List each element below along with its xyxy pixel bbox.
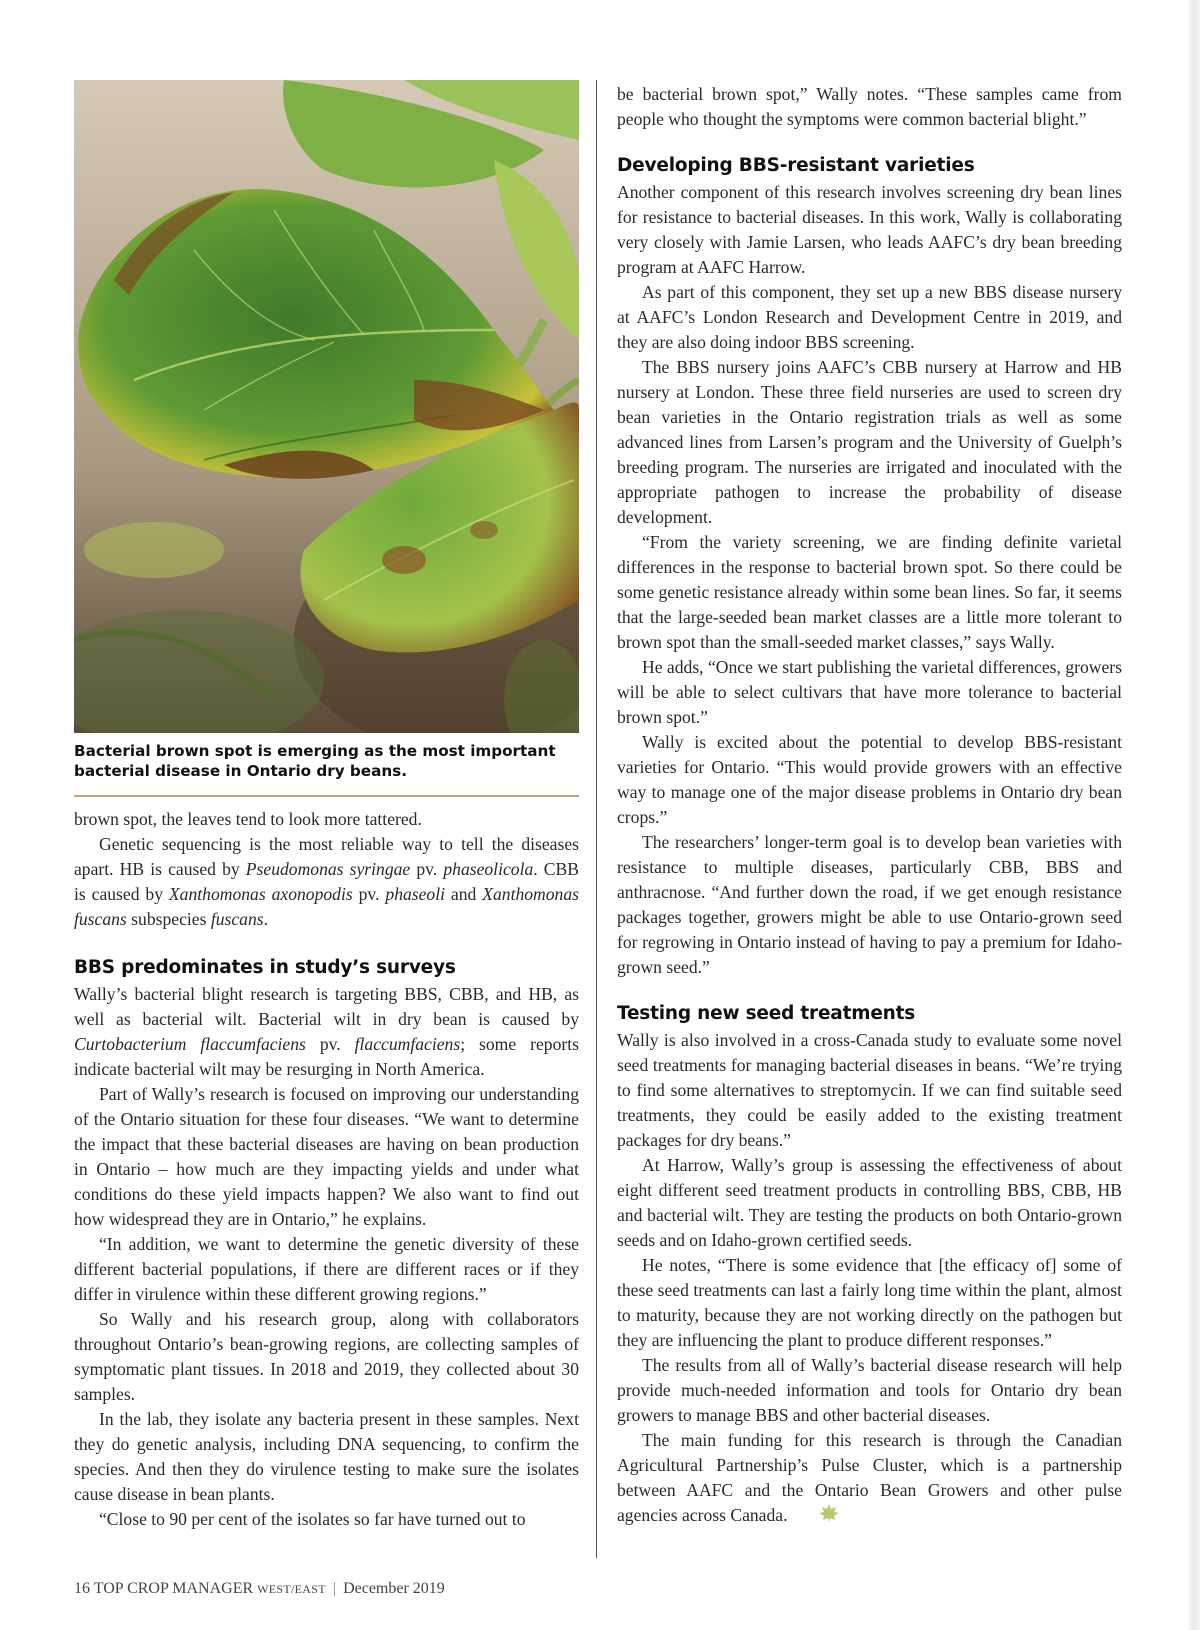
footer-separator: |: [332, 1580, 337, 1597]
paragraph: As part of this component, they set up a new BBS disease nursery at AAFC’s London Research and Development Centre in 2019, and they are also doing indoor BBS screening.: [617, 282, 1122, 352]
paragraph: The results from all of Wally’s bacterial disease research will help provide much-needed information and tools for Ontario dry bean growers to manage BBS and other bacterial diseases.: [617, 1355, 1122, 1425]
page-edge-shadow: [1186, 0, 1200, 1630]
caption-rule: [74, 795, 579, 797]
paragraph: The researchers’ longer-term goal is to develop bean varieties with resistance to multiple diseases, particularly CBB, BBS and anthracnose. “And further down the road, if we get enough resistance packages together, growers might be able to use Ontario-grown seed for regrowing in Ontario instead of having to pay a premium for Idaho-grown seed.”: [617, 832, 1122, 977]
magazine-title: TOP CROP MANAGER: [93, 1580, 254, 1597]
paragraph: “From the variety screening, we are finding definite varietal differences in the response to bacterial brown spot. So there could be some genetic resistance already within some bean lines. So far, it seems that the large-seeded bean market classes are a little more tolerant to brown spot than the small-seeded market classes,” says Wally.: [617, 532, 1122, 652]
paragraph: “Close to 90 per cent of the isolates so far have turned out to: [99, 1509, 526, 1529]
page-number: 16: [74, 1580, 90, 1597]
paragraph: Part of Wally’s research is focused on improving our understanding of the Ontario situation for these four diseases. “We want to determine the impact that these bacterial diseases are having on bean production in Ontario – how much are they impacting yields and under what conditions do these yield impacts happen? We also want to find out how widespread they are in Ontario,” he explains.: [74, 1084, 579, 1229]
paragraph: “In addition, we want to determine the genetic diversity of these different bacterial populations, if there are different races or if they differ in virulence within these different growing regions.”: [74, 1234, 579, 1304]
paragraph: At Harrow, Wally’s group is assessing the effectiveness of about eight different seed treatment products in controlling BBS, CBB, HB and bacterial wilt. They are testing the products on both Ontario-grown seeds and on Idaho-grown certified seeds.: [617, 1155, 1122, 1250]
section-heading: Developing BBS-resistant varieties: [617, 155, 975, 176]
issue-date: December 2019: [343, 1580, 445, 1597]
paragraph: brown spot, the leaves tend to look more tattered.: [74, 809, 422, 829]
section-heading: Testing new seed treatments: [617, 1003, 916, 1024]
paragraph: The main funding for this research is through the Canadian Agricultural Partnership’s Pulse Cluster, which is a partnership between AAFC and the Ontario Bean Growers and other pulse agencies across Canada.: [617, 1428, 1122, 1530]
section-heading: BBS predominates in study’s surveys: [74, 957, 456, 978]
paragraph: In the lab, they isolate any bacteria present in these samples. Next they do genetic analysis, including DNA sequencing, to confirm the species. And then they do virulence testing to make sure the isolates cause disease in bean plants.: [74, 1409, 579, 1504]
page-footer: [74, 1580, 445, 1598]
bean-leaf-photo: [74, 80, 579, 733]
maple-leaf-icon: [793, 1503, 840, 1530]
paragraph: Wally is also involved in a cross-Canada study to evaluate some novel seed treatments for managing bacterial diseases in beans. “We’re trying to find some alternatives to streptomycin. If we can find suitable seed treatments, they could be easily added to the existing treatment packages for dry beans.”: [617, 1030, 1122, 1150]
paragraph: He notes, “There is some evidence that [the efficacy of] some of these seed treatments can last a fairly long time within the plant, almost to maturity, because they are not working directly on the pathogen but they are influencing the plant to produce different responses.”: [617, 1255, 1122, 1350]
paragraph: be bacterial brown spot,” Wally notes. “These samples came from people who thought the symptoms were common bacterial blight.”: [617, 84, 1122, 129]
paragraph: Another component of this research involves screening dry bean lines for resistance to bacterial diseases. In this work, Wally is collaborating very closely with Jamie Larsen, who leads AAFC’s dry bean breeding program at AAFC Harrow.: [617, 182, 1122, 277]
paragraph: Wally’s bacterial blight research is targeting BBS, CBB, and HB, as well as bacterial wilt. Bacterial wilt in dry bean is caused by Curtobacterium flaccumfaciens pv. flaccumfaciens; some reports indicate bacterial wilt may be resurging in North America.: [74, 984, 579, 1079]
paragraph: He adds, “Once we start publishing the varietal differences, growers will be able to select cultivars that have more tolerance to bacterial brown spot.”: [617, 657, 1122, 727]
figure-caption: Bacterial brown spot is emerging as the most important bacterial disease in Ontario dry beans.: [74, 742, 556, 780]
right-column: [617, 82, 1122, 1530]
left-column: [74, 80, 579, 1532]
column-divider: [596, 80, 597, 1558]
edition-label: WEST/EAST: [257, 1582, 326, 1596]
paragraph: The BBS nursery joins AAFC’s CBB nursery at Harrow and HB nursery at London. These three field nurseries are used to screen dry bean varieties in the Ontario registration trials as well as some advanced lines from Larsen’s program and the University of Guelph’s breeding program. The nurseries are irrigated and inoculated with the appropriate pathogen to increase the probability of disease development.: [617, 357, 1122, 527]
paragraph: Genetic sequencing is the most reliable way to tell the diseases apart. HB is caused by Pseudomonas syringae pv. phaseolicola. CBB is caused by Xanthomonas axonopodis pv. phaseoli and Xanthomonas fuscans subspecies fuscans.: [74, 834, 579, 929]
paragraph: So Wally and his research group, along with collaborators throughout Ontario’s bean-growing regions, are collecting samples of symptomatic plant tissues. In 2018 and 2019, they collected about 30 samples.: [74, 1309, 579, 1404]
paragraph: Wally is excited about the potential to develop BBS-resistant varieties for Ontario. “This would provide growers with an effective way to manage one of the major disease problems in Ontario dry bean crops.”: [617, 732, 1122, 827]
